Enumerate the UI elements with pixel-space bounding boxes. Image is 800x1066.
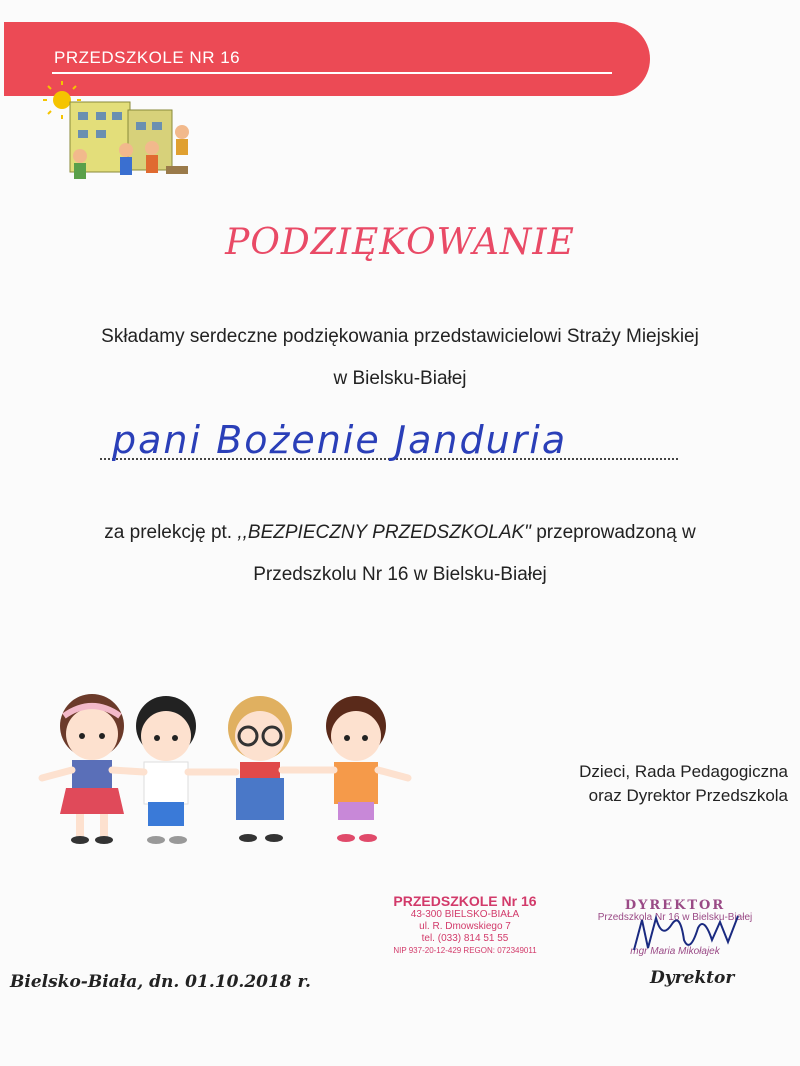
thanks-line-1: Składamy serdeczne podziękowania przedstawicielowi Straży Miejskiej [101,326,699,347]
stamp-address: 43-300 BIELSKO-BIAŁA [410,909,520,920]
stamp-title: PRZEDSZKOLE Nr 16 [393,893,537,909]
stamp-phone: tel. (033) 814 51 55 [421,933,509,944]
lecture-location: Przedszkolu Nr 16 w Bielsku-Białej [253,564,547,585]
lecture-suffix: przeprowadzoną w [530,522,696,543]
signature-line-1: Dzieci, Rada Pedagogiczna [579,762,788,781]
stamp-ids: NIP 937-20-12-429 REGON: 072349011 [393,946,537,955]
lecture-line [0,522,800,544]
director-stamp-name: mgr Maria Mikołajek [630,946,720,957]
director-stamp-institution: Przedszkola Nr 16 w Bielsku-Białej [597,912,753,923]
lecture-prefix: za prelekcję pt. [104,522,238,543]
director-stamp-title: DYREKTOR [624,898,726,913]
recipient-handwritten: pani Bożenie Janduria [112,418,568,462]
header-divider [52,72,612,74]
director-signature [628,910,748,960]
thanks-line-2: w Bielsku-Białej [333,368,467,389]
document-title: PODZIĘKOWANIE [225,222,575,263]
place-and-date: Bielsko-Biała, dn. 01.10.2018 r. [10,972,311,992]
stamp-street: ul. R. Dmowskiego 7 [419,921,511,932]
children-illustration [20,688,420,858]
director-label: Dyrektor [650,968,735,988]
header-title: PRZEDSZKOLE NR 16 [54,48,241,67]
kindergarten-logo [40,80,200,188]
lecture-title: ,,BEZPIECZNY PRZEDSZKOLAK" [237,522,531,543]
signature-line-2: oraz Dyrektor Przedszkola [588,786,788,805]
signature-block [470,760,788,808]
kindergarten-stamp [360,893,570,957]
